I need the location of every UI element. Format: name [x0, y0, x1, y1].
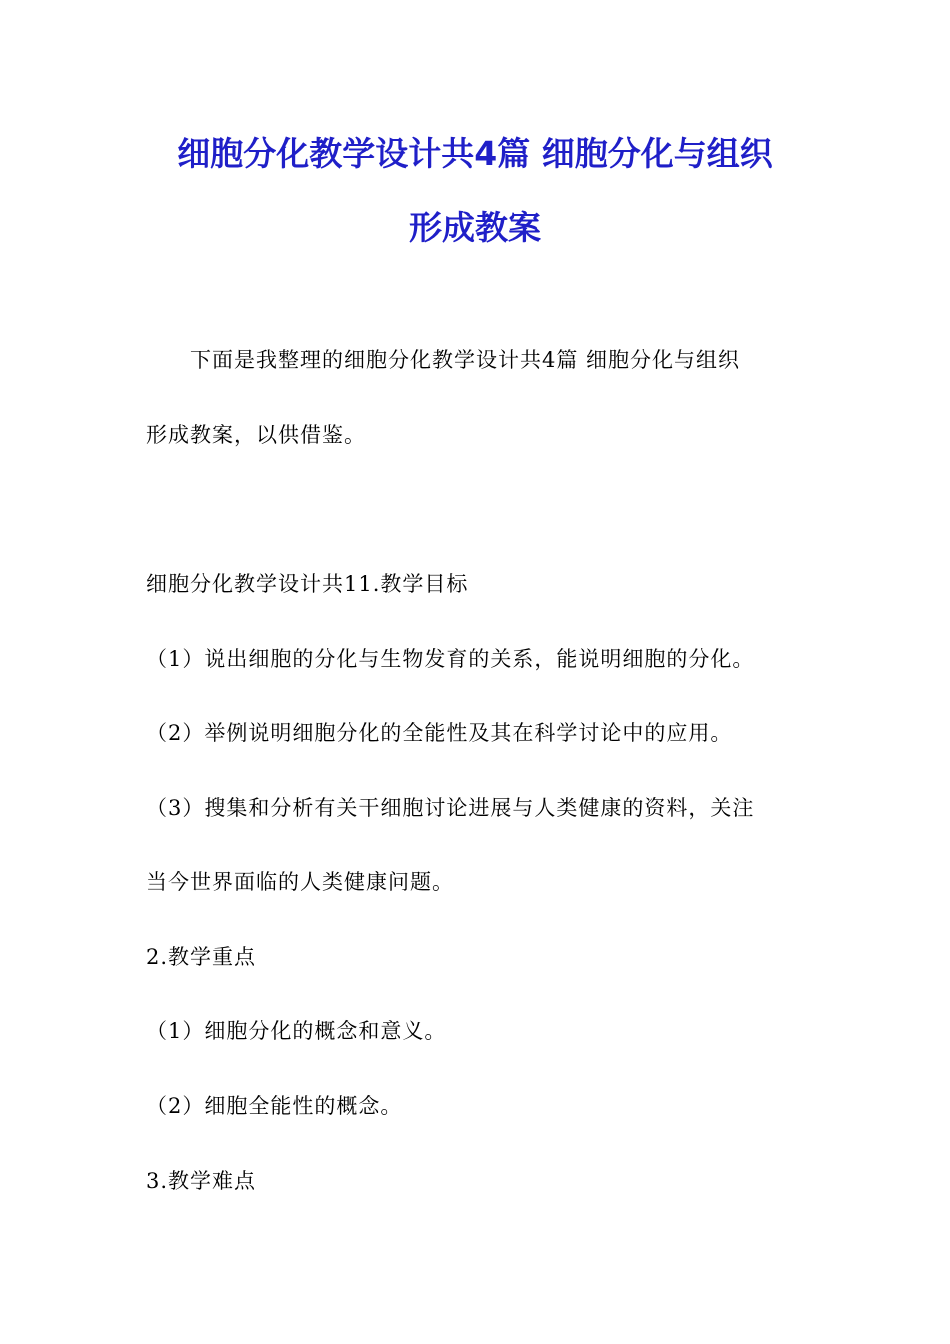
goal-item-2: （2）举例说明细胞分化的全能性及其在科学讨论中的应用。 [146, 721, 733, 745]
title-line-1: 细胞分化教学设计共4篇 细胞分化与组织 [177, 134, 773, 173]
title-line-2: 形成教案 [409, 208, 541, 247]
goal-item-3-line-2: 当今世界面临的人类健康问题。 [146, 870, 454, 894]
section-heading-key-points: 2.教学重点 [146, 945, 257, 969]
goal-item-1: （1）说出细胞的分化与生物发育的关系，能说明细胞的分化。 [146, 647, 755, 671]
intro-paragraph-line-2: 形成教案，以供借鉴。 [146, 423, 366, 447]
goal-item-3-line-1: （3）搜集和分析有关干细胞讨论进展与人类健康的资料，关注 [146, 796, 755, 820]
section-heading-difficulties: 3.教学难点 [146, 1169, 257, 1193]
intro-paragraph-line-1: 下面是我整理的细胞分化教学设计共4篇 细胞分化与组织 [190, 348, 741, 372]
key-point-item-2: （2）细胞全能性的概念。 [146, 1094, 403, 1118]
key-point-item-1: （1）细胞分化的概念和意义。 [146, 1019, 447, 1043]
section-heading-teaching-goals: 细胞分化教学设计共11.教学目标 [146, 572, 469, 596]
